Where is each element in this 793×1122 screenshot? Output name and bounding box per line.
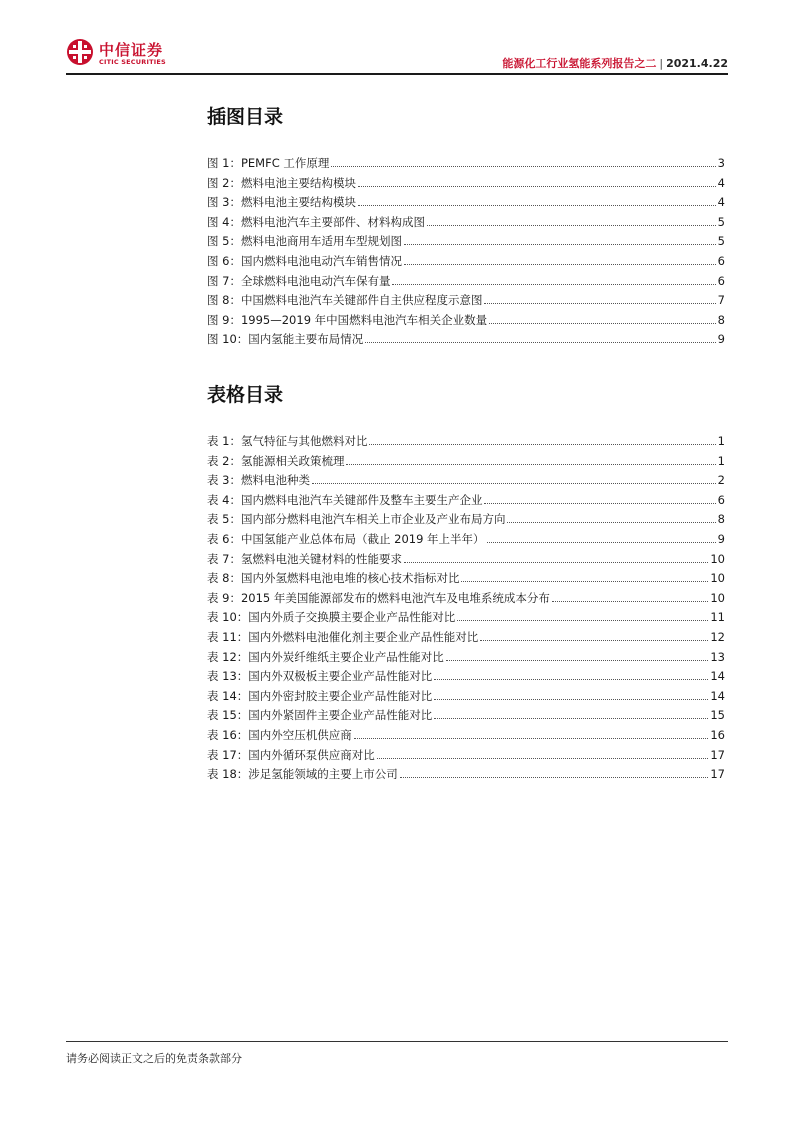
toc-page-number: 4 [717, 175, 725, 190]
toc-entry[interactable] [207, 272, 725, 292]
toc-leader [489, 311, 716, 324]
toc-label: 表 18：涉足氢能领域的主要上市公司 [207, 767, 398, 782]
toc-page-number: 5 [717, 214, 725, 229]
toc-leader [404, 252, 716, 265]
toc-entry[interactable] [207, 530, 725, 550]
toc-page-number: 9 [717, 531, 725, 546]
page-header [66, 36, 728, 76]
toc-leader [461, 569, 708, 582]
toc-label: 图 6：国内燃料电池电动汽车销售情况 [207, 253, 402, 268]
toc-label: 表 1：氢气特征与其他燃料对比 [207, 434, 368, 448]
footer-divider [66, 1041, 728, 1042]
toc-leader [400, 765, 709, 778]
toc-page-number: 11 [710, 610, 725, 625]
toc-page-number: 6 [717, 253, 725, 268]
toc-leader [346, 452, 715, 465]
toc-leader [434, 706, 708, 719]
toc-entry[interactable] [207, 608, 725, 628]
toc-leader [552, 589, 708, 602]
toc-label: 表 4：国内燃料电池汽车关键部件及整车主要生产企业 [207, 492, 483, 507]
toc-leader [365, 330, 715, 343]
toc-entry[interactable] [207, 706, 725, 726]
toc-entry[interactable] [207, 213, 725, 233]
toc-page-number: 10 [710, 590, 725, 605]
toc-page-number: 13 [710, 649, 725, 664]
toc-page-number: 8 [717, 312, 725, 327]
toc-entry[interactable] [207, 510, 725, 530]
toc-entry[interactable] [207, 569, 725, 589]
toc-page-number: 2 [717, 473, 725, 488]
toc-leader [434, 687, 708, 700]
report-title: 能源化工行业氢能系列报告之二 [502, 57, 657, 70]
toc-label: 表 3：燃料电池种类 [207, 473, 310, 488]
toc-leader [312, 471, 716, 484]
toc-entry[interactable] [207, 193, 725, 213]
toc-label: 图 2：燃料电池主要结构模块 [207, 175, 356, 190]
toc-page-number: 1 [717, 453, 725, 468]
toc-page-number: 10 [710, 551, 725, 566]
toc-leader [331, 154, 715, 167]
toc-entry[interactable] [207, 667, 725, 687]
toc-entry[interactable] [207, 765, 725, 785]
toc-entry[interactable] [207, 589, 725, 609]
toc-entry[interactable] [207, 628, 725, 648]
toc-entry[interactable] [207, 648, 725, 668]
header-divider [66, 73, 728, 75]
toc-entry[interactable] [207, 432, 725, 452]
toc-label: 表 10：国内外质子交换膜主要企业产品性能对比 [207, 610, 456, 625]
toc-page-number: 17 [710, 767, 725, 782]
toc-leader [480, 628, 708, 641]
figures-list [207, 154, 725, 350]
toc-leader [404, 232, 716, 245]
header-report-info [502, 55, 728, 71]
toc-label: 图 3：燃料电池主要结构模块 [207, 195, 356, 210]
toc-leader [507, 510, 715, 523]
toc-label: 图 8：中国燃料电池汽车关键部件自主供应程度示意图 [207, 293, 483, 308]
toc-entry[interactable] [207, 174, 725, 194]
logo-text-en: CITIC SECURITIES [99, 58, 166, 66]
toc-entry[interactable] [207, 330, 725, 350]
toc-entry[interactable] [207, 726, 725, 746]
toc-label: 图 7：全球燃料电池电动汽车保有量 [207, 273, 391, 288]
toc-label: 表 8：国内外氢燃料电池电堆的核心技术指标对比 [207, 571, 460, 586]
toc-leader [434, 667, 708, 680]
toc-label: 表 6：中国氢能产业总体布局（截止 2019 年上半年） [207, 531, 485, 546]
toc-page-number: 5 [717, 234, 725, 249]
toc-page-number: 6 [717, 273, 725, 288]
toc-page-number: 15 [710, 708, 725, 723]
toc-label: 图 4：燃料电池汽车主要部件、材料构成图 [207, 214, 425, 229]
toc-page-number: 17 [710, 747, 725, 762]
logo-text-cn: 中信证券 [99, 41, 164, 59]
header-separator: | [659, 57, 664, 70]
toc-entry[interactable] [207, 452, 725, 472]
toc-label: 表 17：国内外循环泵供应商对比 [207, 747, 375, 762]
toc-entry[interactable] [207, 491, 725, 511]
toc-label: 表 12：国内外炭纤维纸主要企业产品性能对比 [207, 649, 444, 664]
toc-page-number: 14 [710, 669, 725, 684]
tables-section [207, 380, 725, 782]
toc-page-number: 3 [717, 156, 725, 170]
citic-logo [66, 36, 176, 72]
toc-page-number: 4 [717, 195, 725, 210]
tables-list [207, 432, 725, 785]
toc-leader [487, 530, 716, 543]
toc-entry[interactable] [207, 471, 725, 491]
footer-disclaimer: 请务必阅读正文之后的免责条款部分 [66, 1052, 242, 1065]
toc-entry[interactable] [207, 154, 725, 174]
toc-label: 表 5：国内部分燃料电池汽车相关上市企业及产业布局方向 [207, 512, 506, 527]
toc-label: 图 10：国内氢能主要布局情况 [207, 332, 364, 347]
toc-entry[interactable] [207, 550, 725, 570]
toc-page-number: 10 [710, 571, 725, 586]
report-date: 2021.4.22 [666, 57, 728, 70]
toc-entry[interactable] [207, 291, 725, 311]
toc-leader [457, 608, 708, 621]
toc-leader [404, 550, 708, 563]
toc-page-number: 16 [710, 727, 725, 742]
toc-entry[interactable] [207, 311, 725, 331]
toc-page-number: 9 [717, 332, 725, 347]
toc-label: 表 16：国内外空压机供应商 [207, 727, 352, 742]
toc-leader [358, 174, 716, 187]
toc-entry[interactable] [207, 687, 725, 707]
toc-label: 表 11：国内外燃料电池催化剂主要企业产品性能对比 [207, 629, 479, 644]
citic-logo-icon [66, 38, 94, 66]
toc-entry[interactable] [207, 232, 725, 252]
toc-page-number: 6 [717, 492, 725, 507]
tables-title: 表格目录 [207, 384, 284, 406]
toc-entry[interactable] [207, 746, 725, 766]
toc-label: 图 9：1995—2019 年中国燃料电池汽车相关企业数量 [207, 312, 488, 327]
toc-leader [484, 491, 715, 504]
toc-leader [446, 648, 709, 661]
toc-label: 图 5：燃料电池商用车适用车型规划图 [207, 234, 402, 249]
toc-leader [392, 272, 715, 285]
toc-leader [369, 432, 715, 445]
toc-label: 表 13：国内外双极板主要企业产品性能对比 [207, 669, 433, 684]
toc-leader [484, 291, 715, 304]
toc-label: 表 7：氢燃料电池关键材料的性能要求 [207, 551, 402, 566]
toc-label: 表 14：国内外密封胶主要企业产品性能对比 [207, 688, 433, 703]
toc-leader [358, 193, 716, 206]
toc-leader [354, 726, 709, 739]
toc-leader [427, 213, 716, 226]
toc-page-number: 14 [710, 688, 725, 703]
toc-page-number: 7 [717, 293, 725, 308]
toc-label: 表 9：2015 年美国能源部发布的燃料电池汽车及电堆系统成本分布 [207, 590, 550, 605]
toc-label: 图 1：PEMFC 工作原理 [207, 156, 330, 170]
toc-page-number: 1 [717, 434, 725, 448]
toc-entry[interactable] [207, 252, 725, 272]
figures-section [207, 102, 725, 347]
toc-label: 表 2：氢能源相关政策梳理 [207, 453, 345, 468]
toc-page-number: 8 [717, 512, 725, 527]
toc-page-number: 12 [710, 629, 725, 644]
toc-label: 表 15：国内外紧固件主要企业产品性能对比 [207, 708, 433, 723]
figures-title: 插图目录 [207, 106, 284, 128]
toc-leader [377, 746, 709, 759]
